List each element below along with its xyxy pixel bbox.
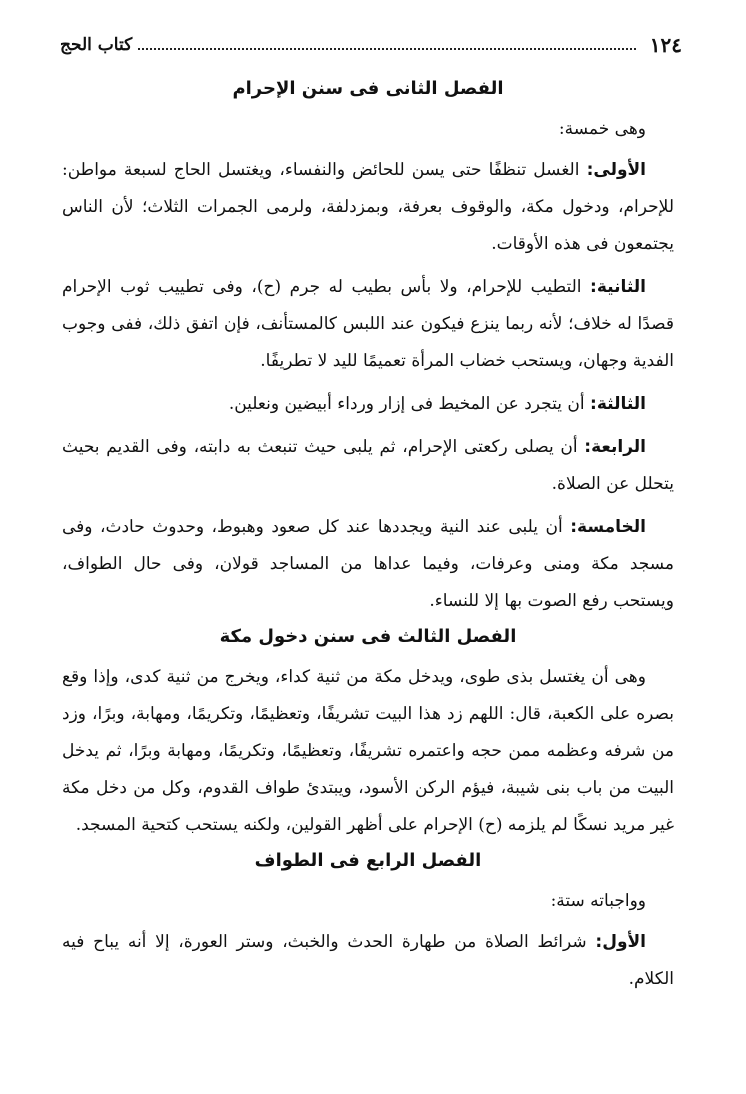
section-intro: وواجباته ستة: [550, 891, 646, 911]
book-title: كتاب الحج [60, 35, 133, 55]
paragraph-second [62, 269, 674, 380]
section-intro: وهى خمسة: [558, 119, 646, 139]
section-title-ihram-sunan: الفصل الثانى فى سنن الإحرام [232, 78, 504, 99]
paragraph-text: التطيب للإحرام، ولا بأس بطيب له جرم (ح)، وفى تطييب ثوب الإحرام قصدًا له خلاف؛ لأنه ربما ينزع فيكون عند اللبس كالمستأنف، فإن اتفق ذلك، ففى وجوب الفدية وجهان، ويستحب خضاب المرأة تعميمًا لليد لا تطريفًا. [62, 277, 675, 371]
paragraph-third [62, 386, 674, 423]
paragraph-text: أن يصلى ركعتى الإحرام، ثم يلبى حيث تنبعث به دابته، وفى القديم بحيث يتحلل عن الصلاة. [62, 437, 674, 494]
paragraph-lead: الأول: [595, 932, 646, 952]
paragraph-text: شرائط الصلاة من طهارة الحدث والخبث، وستر العورة، إلا أنه يباح فيه الكلام. [62, 932, 674, 989]
paragraph-fifth [62, 509, 674, 620]
paragraph-lead: الثالثة: [590, 394, 646, 414]
paragraph-first [62, 152, 674, 263]
paragraph-lead: الثانية: [590, 277, 647, 297]
section-title-tawaf: الفصل الرابع فى الطواف [254, 850, 482, 871]
paragraph-makkah-entry [62, 659, 674, 844]
paragraph-tawaf-first [62, 924, 674, 998]
header-dotted-leader [138, 48, 636, 50]
page-header [60, 30, 682, 60]
paragraph-text: وهى أن يغتسل بذى طوى، ويدخل مكة من ثنية كداء، ويخرج من ثنية كدى، وإذا وقع بصره على الكعبة، قال: اللهم زد هذا البيت تشريفًا، وتعظيمًا، وتكريمًا، ومهابة، وبرًا، وزد من شرفه وعظمه ممن حجه واعتمره تشريفًا، وتعظيمًا، وتكريمًا، ومهابة وبرًا، ثم يدخل البيت من باب بنى شيبة، فيؤم الركن الأسود، ويبتدئ طواف القدوم، وكل من دخل مكة غير مريد نسكًا لم يلزمه (ح) الإحرام على أظهر القولين، ولكنه يستحب كتحية المسجد. [62, 667, 674, 835]
paragraph-fourth [62, 429, 674, 503]
page-content [62, 72, 674, 1004]
paragraph-text: الغسل تنظفًا حتى يسن للحائض والنفساء، ويغتسل الحاج لسبعة مواطن: للإحرام، ودخول مكة، والوقوف بعرفة، وبمزدلفة، ولرمى الجمرات الثلاث؛ لأن الناس يجتمعون فى هذه الأوقات. [62, 160, 674, 254]
paragraph-lead: الرابعة: [584, 437, 646, 457]
paragraph-text: أن يلبى عند النية ويجددها عند كل صعود وهبوط، وحدوث حادث، وفى مسجد مكة ومنى وعرفات، وفيما عداها من المساجد قولان، وفى حال الطواف، ويستحب رفع الصوت بها إلا للنساء. [62, 517, 674, 611]
paragraph-lead: الأولى: [586, 160, 647, 180]
paragraph-lead: الخامسة: [570, 517, 646, 537]
page-number: ١٢٤ [649, 33, 682, 57]
section-title-makkah-entry: الفصل الثالث فى سنن دخول مكة [219, 626, 517, 647]
paragraph-text: أن يتجرد عن المخيط فى إزار ورداء أبيضين ونعلين. [228, 394, 585, 414]
